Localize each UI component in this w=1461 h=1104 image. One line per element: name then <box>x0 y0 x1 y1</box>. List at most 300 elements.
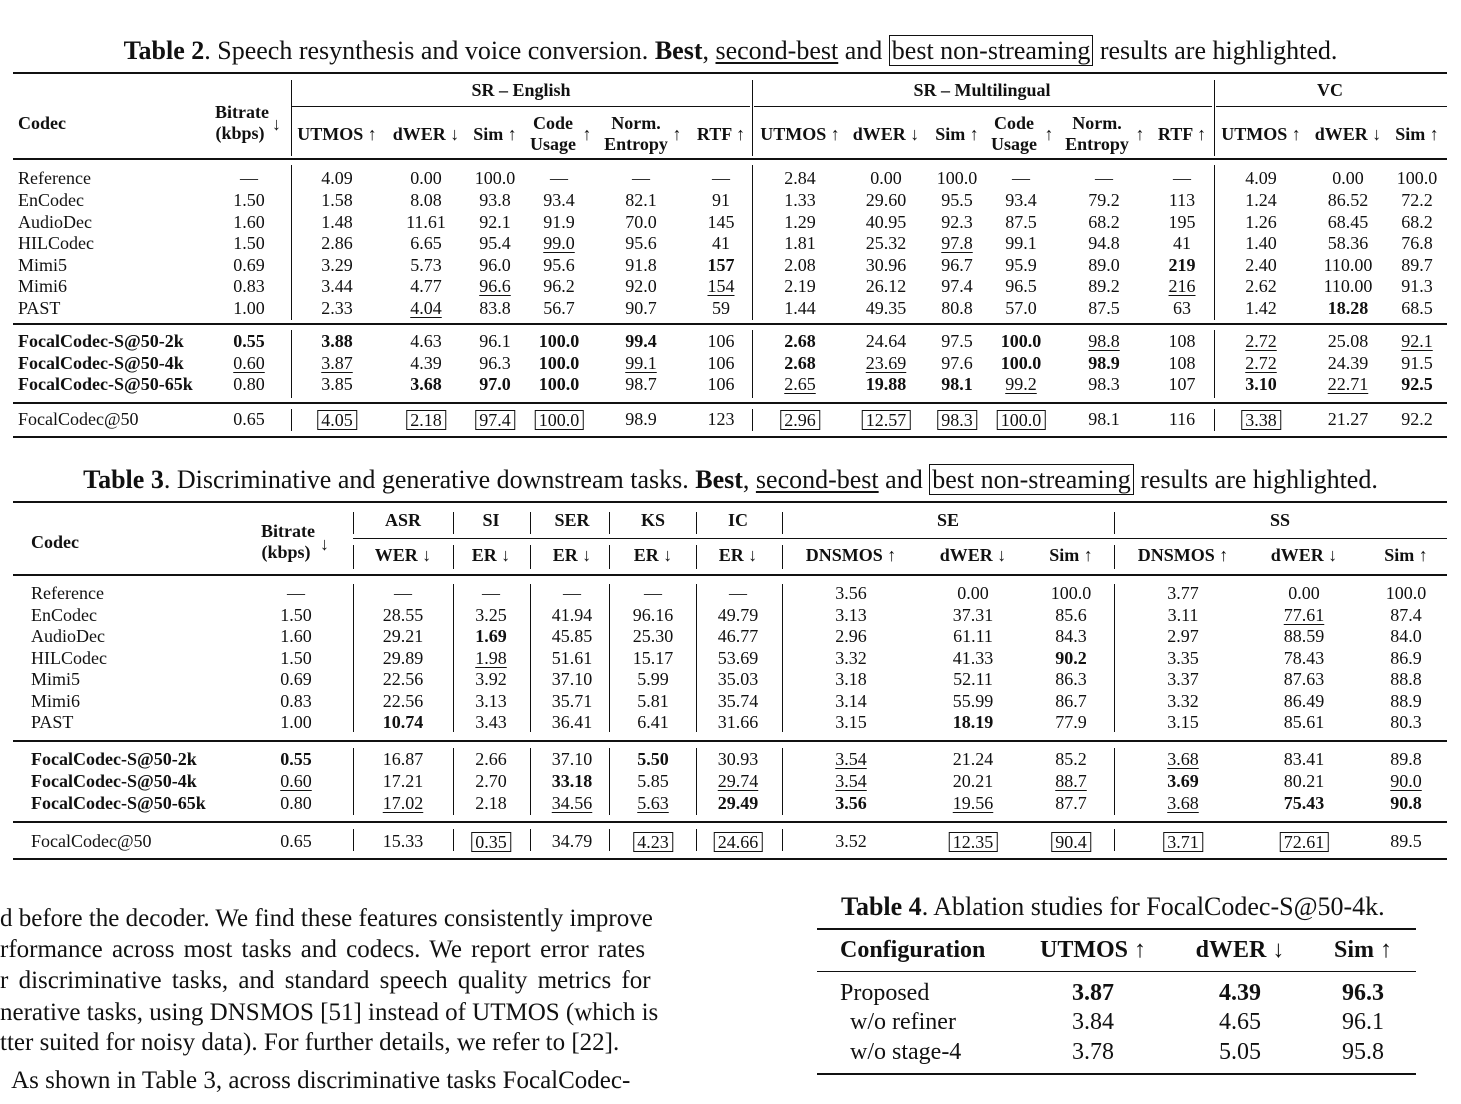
table-cell: 92.2 <box>1401 409 1433 429</box>
table-cell: 97.4 <box>475 410 515 430</box>
column-header: UTMOS ↑ <box>1221 124 1301 144</box>
table-cell: 1.40 <box>1245 233 1277 253</box>
table-cell: 80.3 <box>1390 712 1422 732</box>
table-cell: 99.0 <box>543 233 575 253</box>
table-cell: 18.19 <box>952 712 994 732</box>
table-cell: 10.74 <box>382 712 424 732</box>
column-header: Configuration <box>840 937 986 963</box>
table-cell: 100.0 <box>474 168 516 188</box>
table-cell: 96.5 <box>1005 276 1037 296</box>
column-header: UTMOS ↑ <box>297 124 377 144</box>
table-cell: 3.43 <box>475 712 507 732</box>
kbps-header: (kbps) <box>261 542 311 562</box>
group-header: KS <box>640 510 666 530</box>
table-cell: 4.39 <box>1219 980 1261 1006</box>
column-header: Sim ↑ <box>1395 124 1439 144</box>
table-cell: 56.7 <box>543 298 575 318</box>
table-rule <box>13 323 1447 325</box>
table-cell: 216 <box>1168 276 1196 296</box>
table-cell: 3.52 <box>835 831 867 851</box>
table-cell: 106 <box>707 331 735 351</box>
table-cell: 5.63 <box>637 793 669 813</box>
table-cell: 88.9 <box>1390 691 1422 711</box>
table2-caption-text: . Speech resynthesis and voice conversion. <box>204 36 655 65</box>
table-cell: 72.61 <box>1280 832 1329 852</box>
table4-caption <box>841 892 1385 922</box>
table-cell: 18.28 <box>1327 298 1369 318</box>
table-cell: 3.38 <box>1241 410 1281 430</box>
column-separator <box>291 80 292 156</box>
table-cell: 95.6 <box>625 233 657 253</box>
table-cell: 0.65 <box>280 831 312 851</box>
table-cell: 2.62 <box>1245 276 1277 296</box>
column-header: Entropy <box>604 134 668 154</box>
table-cell: 1.24 <box>1245 190 1277 210</box>
column-header: ER ↓ <box>552 545 592 565</box>
kbps-header: (kbps) <box>215 123 265 143</box>
table-cell: 35.74 <box>717 691 759 711</box>
body-line: As shown in Table 3, across discriminative tasks FocalCodec- <box>0 1067 631 1094</box>
table-cell: 3.18 <box>835 669 867 689</box>
row-label: FocalCodec-S@50-65k <box>18 374 193 394</box>
table-cell: 3.56 <box>835 583 867 603</box>
column-separator <box>453 829 454 851</box>
table-cell: 41 <box>712 233 730 253</box>
column-header: dWER ↓ <box>1195 937 1285 963</box>
table-cell: 45.85 <box>551 626 593 646</box>
row-label: EnCodec <box>31 605 97 625</box>
table-cell: 108 <box>1168 331 1196 351</box>
table-cell: 95.4 <box>479 233 511 253</box>
body-line: nerative tasks, using DNSMOS [51] instead of UTMOS (which is <box>0 999 659 1026</box>
table-cell: 40.95 <box>865 212 907 232</box>
column-header: UTMOS ↑ <box>760 124 840 144</box>
table-cell: 95.5 <box>941 190 973 210</box>
column-header: Sim ↑ <box>1384 545 1428 565</box>
table-cell: 0.69 <box>233 255 265 275</box>
table-cell: — <box>482 583 500 603</box>
column-separator <box>1114 748 1115 815</box>
column-separator <box>609 545 610 569</box>
table-cell: 85.61 <box>1283 712 1325 732</box>
table-cell: 92.0 <box>625 276 657 296</box>
table-cell: 100.0 <box>535 410 584 430</box>
table-cell: 3.84 <box>1072 1009 1114 1035</box>
table-cell: 113 <box>1168 190 1196 210</box>
body-line: d before the decoder. We find these features consistently improve <box>0 905 653 932</box>
column-header: Norm. <box>611 113 661 133</box>
column-header: Usage <box>530 134 576 154</box>
table-rule <box>353 538 1447 539</box>
table-rule <box>13 821 1447 823</box>
table-cell: 2.65 <box>784 374 816 394</box>
table-cell: 25.08 <box>1327 331 1369 351</box>
table-cell: 98.1 <box>1088 409 1120 429</box>
table-cell: 2.97 <box>1167 626 1199 646</box>
table-cell: 2.96 <box>835 626 867 646</box>
table-rule <box>13 436 1447 438</box>
table-cell: 11.61 <box>406 212 446 232</box>
column-separator <box>353 512 354 534</box>
table-cell: 3.68 <box>1167 793 1199 813</box>
table2-caption <box>0 36 1461 66</box>
table-cell: 1.44 <box>784 298 816 318</box>
table-cell: 15.17 <box>632 648 674 668</box>
table-cell: 83.8 <box>479 298 511 318</box>
table-cell: — <box>632 168 650 188</box>
table-cell: 0.80 <box>280 793 312 813</box>
table-cell: — <box>1095 168 1113 188</box>
table-cell: 5.81 <box>637 691 669 711</box>
group-header: SR – Multilingual <box>913 80 1051 100</box>
column-header: DNSMOS ↑ <box>805 545 897 565</box>
table-cell: 24.39 <box>1327 353 1369 373</box>
table-cell: 29.74 <box>717 771 759 791</box>
table-cell: 219 <box>1168 255 1196 275</box>
table-cell: 99.2 <box>1005 374 1037 394</box>
table-cell: 19.88 <box>865 374 907 394</box>
column-separator <box>1214 330 1215 398</box>
table-cell: 1.60 <box>280 626 312 646</box>
table-cell: 157 <box>707 255 735 275</box>
table-cell: 96.7 <box>941 255 973 275</box>
table-cell: 0.55 <box>280 749 312 769</box>
table-cell: 87.4 <box>1390 605 1422 625</box>
table-cell: 2.84 <box>784 168 816 188</box>
table-cell: 4.77 <box>410 276 442 296</box>
table-cell: 4.09 <box>1245 168 1277 188</box>
table-cell: 86.7 <box>1055 691 1087 711</box>
table-cell: 1.48 <box>321 212 353 232</box>
table-cell: 92.1 <box>479 212 511 232</box>
table-cell: 88.7 <box>1055 771 1087 791</box>
table-cell: 89.2 <box>1088 276 1120 296</box>
table-cell: 28.55 <box>382 605 424 625</box>
row-label: w/o stage-4 <box>850 1039 962 1065</box>
table-cell: 78.43 <box>1283 648 1325 668</box>
table3-number: Table 3 <box>83 465 164 494</box>
table-cell: 53.69 <box>717 648 759 668</box>
table-cell: 3.87 <box>1072 980 1114 1006</box>
table-cell: 97.6 <box>941 353 973 373</box>
column-separator <box>453 512 454 534</box>
table-cell: 17.02 <box>382 793 424 813</box>
table-cell: 3.68 <box>410 374 442 394</box>
table-cell: 3.15 <box>1167 712 1199 732</box>
body-line: r discriminative tasks, and standard speech quality metrics for <box>0 967 651 994</box>
table-cell: 84.0 <box>1390 626 1422 646</box>
table-cell: 100.0 <box>1385 583 1427 603</box>
table-cell: 0.65 <box>233 409 265 429</box>
table-cell: 88.59 <box>1283 626 1325 646</box>
table-cell: 3.10 <box>1245 374 1277 394</box>
column-separator <box>291 165 292 320</box>
table-cell: 41 <box>1173 233 1191 253</box>
row-label: Mimi6 <box>31 691 81 711</box>
legend-nonstream: best non-streaming <box>889 35 1094 66</box>
table3-caption-text: . Discriminative and generative downstream tasks. <box>163 465 696 494</box>
table-rule <box>754 106 1212 107</box>
table-cell: 0.60 <box>280 771 312 791</box>
table-cell: 3.71 <box>1163 832 1203 852</box>
table-cell: 110.00 <box>1323 276 1373 296</box>
table-cell: 5.05 <box>1219 1039 1261 1065</box>
table-cell: 1.29 <box>784 212 816 232</box>
table-cell: 0.60 <box>233 353 265 373</box>
table-cell: 107 <box>1168 374 1196 394</box>
codec-header: Codec <box>31 532 79 552</box>
body-line: tter suited for noisy data). For further details, we refer to [22]. <box>0 1029 620 1056</box>
row-label: AudioDec <box>18 212 92 232</box>
table-cell: 86.52 <box>1327 190 1369 210</box>
table-cell: 0.35 <box>471 832 511 852</box>
column-header: dWER ↓ <box>852 124 920 144</box>
row-label: FocalCodec-S@50-4k <box>18 353 184 373</box>
table-cell: 29.49 <box>717 793 759 813</box>
table-cell: 97.4 <box>941 276 973 296</box>
row-label: FocalCodec-S@50-2k <box>31 749 197 769</box>
table-cell: 93.4 <box>1005 190 1037 210</box>
column-header: Usage <box>991 134 1037 154</box>
column-separator <box>696 829 697 851</box>
table-cell: 80.21 <box>1283 771 1325 791</box>
column-separator <box>1114 512 1115 534</box>
table-cell: 30.96 <box>865 255 907 275</box>
table-cell: 85.6 <box>1055 605 1087 625</box>
table-cell: 49.79 <box>717 605 759 625</box>
group-header: IC <box>727 510 749 530</box>
table-cell: 89.5 <box>1390 831 1422 851</box>
column-header: Sim ↑ <box>935 124 979 144</box>
table-cell: 21.24 <box>952 749 994 769</box>
column-separator <box>782 512 783 534</box>
column-separator <box>530 545 531 569</box>
table2-number: Table 2 <box>123 36 205 65</box>
table-cell: 4.04 <box>410 298 442 318</box>
column-separator <box>782 748 783 815</box>
table-cell: — <box>563 583 581 603</box>
table-cell: 90.4 <box>1051 832 1091 852</box>
table-cell: 98.9 <box>1088 353 1120 373</box>
column-header: Sim ↑ <box>1333 937 1393 963</box>
table-cell: — <box>1173 168 1191 188</box>
table-cell: 100.0 <box>1000 353 1042 373</box>
table-cell: — <box>394 583 412 603</box>
table-cell: 1.26 <box>1245 212 1277 232</box>
table-cell: 34.79 <box>551 831 593 851</box>
table-cell: 5.99 <box>637 669 669 689</box>
table-cell: 90.0 <box>1390 771 1422 791</box>
table-cell: 4.65 <box>1219 1009 1261 1035</box>
table-cell: 0.83 <box>233 276 265 296</box>
table-cell: 98.9 <box>625 409 657 429</box>
table-cell: 99.1 <box>1005 233 1037 253</box>
column-separator <box>609 584 610 732</box>
table-cell: 90.2 <box>1055 648 1087 668</box>
table-cell: 3.13 <box>835 605 867 625</box>
table-cell: 91 <box>712 190 730 210</box>
group-header: SR – English <box>471 80 571 100</box>
table-cell: 3.56 <box>835 793 867 813</box>
table-cell: 1.50 <box>280 648 312 668</box>
column-separator <box>291 409 292 431</box>
table-cell: 1.00 <box>280 712 312 732</box>
column-header: Norm. <box>1072 113 1122 133</box>
table-cell: 52.11 <box>953 669 993 689</box>
table-cell: 59 <box>712 298 730 318</box>
table-cell: 75.43 <box>1283 793 1325 813</box>
table-cell: 98.3 <box>937 410 977 430</box>
table-cell: 61.11 <box>953 626 993 646</box>
column-separator <box>696 584 697 732</box>
table-cell: 35.03 <box>717 669 759 689</box>
column-separator <box>1214 409 1215 431</box>
legend-tail: results are highlighted. <box>1140 465 1378 494</box>
column-header: ↑ <box>1135 124 1145 144</box>
table-cell: 100.0 <box>1000 331 1042 351</box>
group-header: SS <box>1269 510 1291 530</box>
table-rule <box>13 402 1447 404</box>
table-cell: 29.21 <box>382 626 424 646</box>
column-separator <box>752 409 753 431</box>
column-header: ER ↓ <box>633 545 673 565</box>
table-rule <box>1216 106 1447 107</box>
table-cell: 3.77 <box>1167 583 1199 603</box>
group-header: SER <box>554 510 590 530</box>
table-cell: 4.05 <box>317 410 357 430</box>
table-rule <box>291 106 750 107</box>
table-cell: — <box>729 583 747 603</box>
table-cell: 1.50 <box>233 190 265 210</box>
table-cell: 15.33 <box>382 831 424 851</box>
table-cell: 1.50 <box>233 233 265 253</box>
table-cell: 145 <box>707 212 735 232</box>
table-cell: 96.6 <box>479 276 511 296</box>
table-cell: 72.2 <box>1401 190 1433 210</box>
table-cell: 37.31 <box>952 605 994 625</box>
column-header: UTMOS ↑ <box>1039 937 1147 963</box>
table-cell: 100.0 <box>538 374 580 394</box>
table-cell: 35.71 <box>551 691 593 711</box>
bitrate-arrow: ↓ <box>272 114 281 134</box>
codec-header: Codec <box>18 113 66 133</box>
table-cell: 92.1 <box>1401 331 1433 351</box>
table-cell: 46.77 <box>717 626 759 646</box>
row-label: EnCodec <box>18 190 84 210</box>
table-cell: 2.18 <box>406 410 446 430</box>
column-header: dWER ↓ <box>392 124 460 144</box>
table-cell: 96.3 <box>1342 980 1384 1006</box>
column-separator <box>782 584 783 732</box>
table-cell: 79.2 <box>1088 190 1120 210</box>
table-cell: — <box>1012 168 1030 188</box>
table-cell: 0.69 <box>280 669 312 689</box>
table-cell: 96.16 <box>632 605 674 625</box>
column-header: ER ↓ <box>718 545 758 565</box>
table-cell: 92.5 <box>1401 374 1433 394</box>
column-separator <box>609 829 610 851</box>
table-cell: 0.83 <box>280 691 312 711</box>
table-cell: 3.78 <box>1072 1039 1114 1065</box>
table-cell: 12.35 <box>949 832 998 852</box>
table-cell: 4.23 <box>633 832 673 852</box>
table-cell: 70.0 <box>625 212 657 232</box>
table-cell: 91.5 <box>1401 353 1433 373</box>
table-cell: 3.35 <box>1167 648 1199 668</box>
table-cell: 96.3 <box>479 353 511 373</box>
table-cell: 3.37 <box>1167 669 1199 689</box>
table-cell: 77.61 <box>1283 605 1325 625</box>
table-cell: 3.25 <box>475 605 507 625</box>
column-separator <box>453 584 454 732</box>
column-separator <box>782 545 783 569</box>
legend-best: Best <box>654 36 703 65</box>
table-cell: 63 <box>1173 298 1191 318</box>
column-separator <box>530 829 531 851</box>
row-label: Mimi5 <box>18 255 68 275</box>
column-header: Entropy <box>1065 134 1129 154</box>
table-cell: 3.87 <box>321 353 353 373</box>
table-cell: 195 <box>1168 212 1196 232</box>
table-rule <box>817 928 1416 930</box>
table4-number: Table 4 <box>841 892 922 921</box>
column-separator <box>1114 584 1115 732</box>
column-separator <box>291 330 292 398</box>
table-cell: 20.21 <box>952 771 994 791</box>
table-rule <box>13 740 1447 742</box>
table-cell: 95.9 <box>1005 255 1037 275</box>
group-header: SI <box>482 510 500 530</box>
row-label: AudioDec <box>31 626 105 646</box>
column-header: Code <box>994 113 1034 133</box>
table-cell: 12.57 <box>862 410 911 430</box>
table-cell: 89.8 <box>1390 749 1422 769</box>
table-cell: 26.12 <box>865 276 907 296</box>
legend-and: and <box>885 465 923 494</box>
table-cell: 3.32 <box>1167 691 1199 711</box>
table-cell: 94.8 <box>1088 233 1120 253</box>
table-cell: 100.0 <box>997 410 1046 430</box>
legend-tail: results are highlighted. <box>1099 36 1338 65</box>
table-cell: 5.50 <box>637 749 669 769</box>
bitrate-arrow: ↓ <box>320 534 329 554</box>
row-label: Reference <box>31 583 104 603</box>
column-header: ↑ <box>582 124 592 144</box>
table-cell: 3.54 <box>835 771 867 791</box>
table-cell: 25.32 <box>865 233 907 253</box>
bitrate-header: Bitrate <box>215 102 269 122</box>
table-cell: 49.35 <box>865 298 907 318</box>
column-separator <box>696 512 697 534</box>
table-cell: 30.93 <box>717 749 759 769</box>
table-cell: — <box>240 168 258 188</box>
table-cell: 83.41 <box>1283 749 1325 769</box>
table-cell: 87.7 <box>1055 793 1087 813</box>
table-cell: — <box>287 583 305 603</box>
table-cell: 100.0 <box>936 168 978 188</box>
table-cell: 86.9 <box>1390 648 1422 668</box>
table-cell: 92.3 <box>941 212 973 232</box>
table-cell: 3.29 <box>321 255 353 275</box>
table-cell: 24.64 <box>865 331 907 351</box>
column-header: dWER ↓ <box>1314 124 1382 144</box>
column-header: WER ↓ <box>374 545 432 565</box>
table-cell: 57.0 <box>1005 298 1037 318</box>
table-cell: 106 <box>707 353 735 373</box>
row-label: HILCodec <box>31 648 107 668</box>
group-header: VC <box>1317 80 1343 100</box>
table-cell: 17.21 <box>382 771 424 791</box>
